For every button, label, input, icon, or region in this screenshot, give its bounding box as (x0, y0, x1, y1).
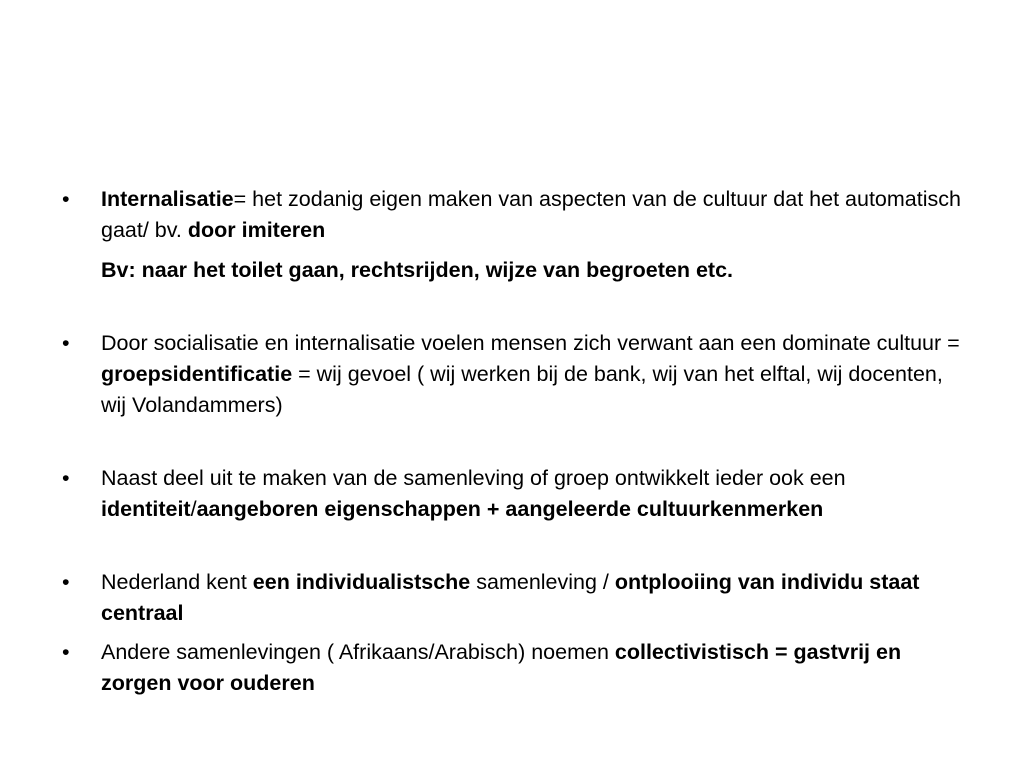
bullet-list (62, 184, 962, 699)
text-segment: = wij gevoel ( wij werken bij de bank, wij van het elftal, wij docenten, wij Volandammers) (101, 362, 943, 417)
bullet-text (101, 466, 846, 521)
text-segment: / (190, 497, 197, 521)
bullet-dot-icon: • (62, 570, 70, 594)
term-ontplooiing: ontplooiing van individu staat centraal (101, 570, 920, 625)
bullet-dot-icon: • (62, 331, 70, 355)
bullet-item-identiteit (62, 463, 962, 525)
bullet-text (101, 331, 960, 417)
bullet-text (101, 640, 901, 695)
bullet-item-collectivistisch (62, 637, 962, 699)
term-door-imiteren: door imiteren (187, 218, 326, 242)
text-segment: Nederland kent (101, 570, 253, 594)
text-segment: Andere samenlevingen ( Afrikaans/Arabisch) noemen (101, 640, 615, 664)
term-collectivistisch: collectivistisch = gastvrij en zorgen voor ouderen (101, 640, 902, 695)
bullet-text (101, 570, 919, 625)
bullet-item-internalisatie (62, 184, 962, 246)
term-eigenschappen: aangeboren eigenschappen + aangeleerde cultuurkenmerken (196, 497, 824, 521)
text-segment: = het zodanig eigen maken van aspecten van de cultuur dat het automatisch gaat/ bv. (101, 187, 961, 242)
bullet-item-individualistisch (62, 567, 962, 629)
term-groepsidentificatie: groepsidentificatie (101, 362, 293, 386)
term-individualistsche: een individualistsche (252, 570, 471, 594)
text-segment: samenleving / (470, 570, 615, 594)
example-line: Bv: naar het toilet gaan, rechtsrijden, wijze van begroeten etc. (101, 258, 734, 282)
bullet-text (101, 187, 961, 242)
bullet-dot-icon: • (62, 187, 70, 211)
term-identiteit: identiteit (101, 497, 191, 521)
bullet-dot-icon: • (62, 466, 70, 490)
text-segment: Naast deel uit te maken van de samenleving of groep ontwikkelt ieder ook een (101, 466, 846, 490)
term-internalisatie: Internalisatie (101, 187, 234, 211)
bullet-dot-icon: • (62, 640, 70, 664)
bullet-item-groepsidentificatie (62, 328, 962, 421)
text-segment: Door socialisatie en internalisatie voelen mensen zich verwant aan een dominate cultuur = (101, 331, 960, 355)
